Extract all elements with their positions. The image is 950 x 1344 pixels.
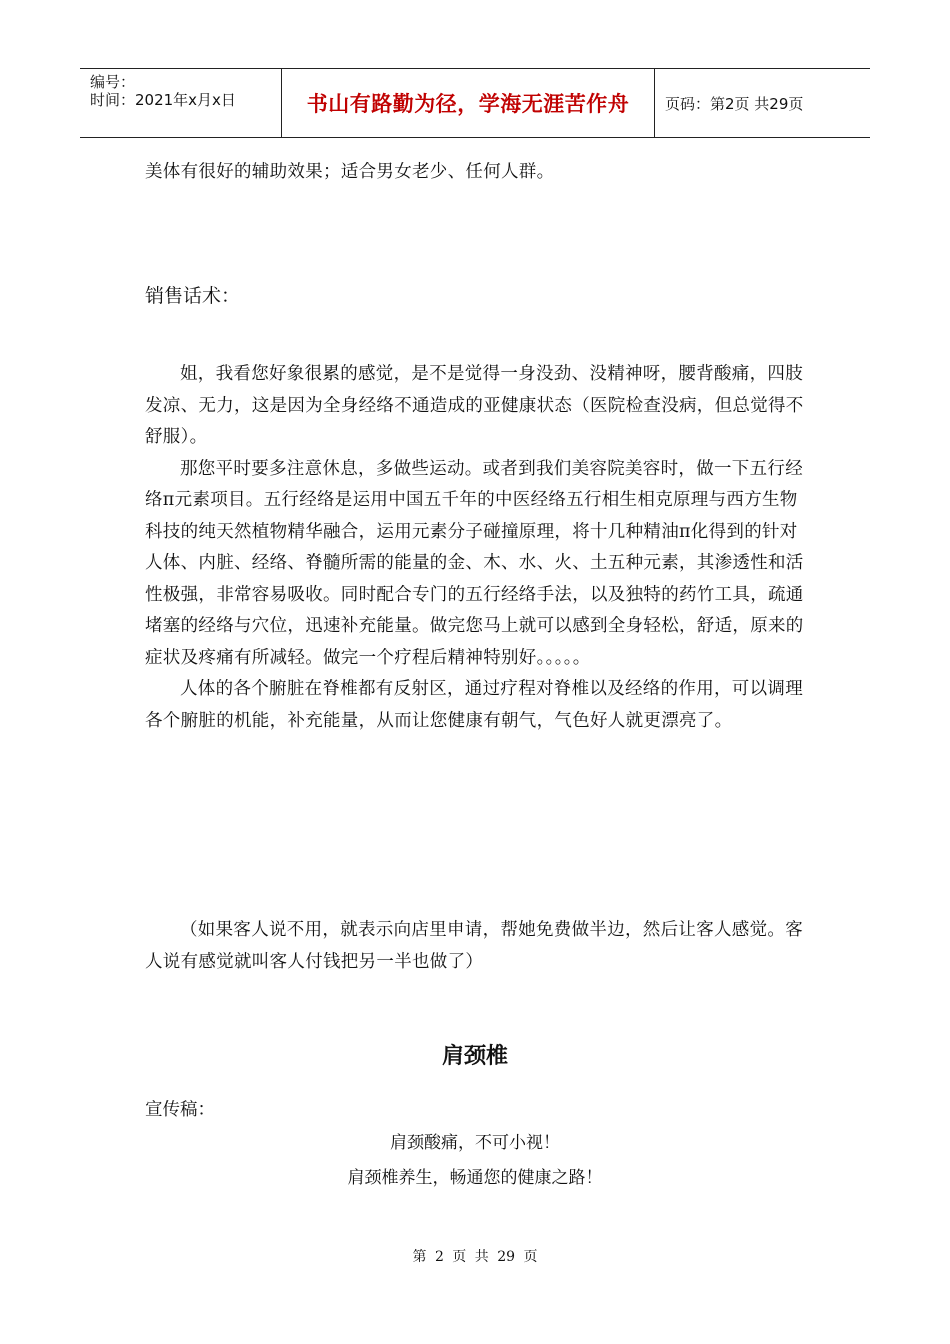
note-paragraph xyxy=(145,915,807,978)
promo-label: 宣传稿： xyxy=(145,1100,215,1120)
header-motto-cell xyxy=(282,69,655,137)
page-footer: 第 2 页 共 29 页 xyxy=(412,1249,538,1265)
section-heading-sales-script: 销售话术： xyxy=(145,285,241,307)
paragraph-1: 姐，我看您好象很累的感觉，是不是觉得一身没劲、没精神呀，腰背酸痛，四肢发凉、无力，这是因为全身经络不通造成的亚健康状态（医院检查没病，但总觉得不舒服）。 xyxy=(145,364,804,447)
header-motto: 书山有路勤为径，学海无涯苦作舟 xyxy=(306,92,630,116)
document-time-label: 时间：2021年x月x日 xyxy=(90,91,236,109)
sales-script-body xyxy=(145,359,807,737)
header-page-info: 页码：第2页 共29页 xyxy=(665,94,804,113)
paragraph-3: 人体的各个腑脏在脊椎都有反射区，通过疗程对脊椎以及经络的作用，可以调理各个腑脏的机能，补充能量，从而让您健康有朝气，气色好人就更漂亮了。 xyxy=(145,679,803,731)
note-text: （如果客人说不用，就表示向店里申请，帮她免费做半边，然后让客人感觉。客人说有感觉就叫客人付钱把另一半也做了） xyxy=(145,920,803,972)
header-meta-cell xyxy=(80,69,282,137)
paragraph-2: 那您平时要多注意休息，多做些运动。或者到我们美容院美容时，做一下五行经络π元素项目。五行经络是运用中国五千年的中医经络五行相生相克原理与西方生物科技的纯天然植物精华融合，运用元素分子碰撞原理，将十几种精油π化得到的针对人体、内脏、经络、脊髓所需的能量的金、木、水、火、土五种元素，其渗透性和活性极强，非常容易吸收。同时配合专门的五行经络手法，以及独特的药竹工具，疏通堵塞的经络与穴位，迅速补充能量。做完您马上就可以感到全身轻松，舒适，原来的症状及疼痛有所减轻。做完一个疗程后精神特别好。。。。。 xyxy=(145,458,804,668)
header-page-cell xyxy=(655,69,870,137)
document-number-label: 编号： xyxy=(90,73,136,91)
section-title: 肩颈椎 xyxy=(441,1044,508,1069)
page-header xyxy=(80,68,870,138)
intro-paragraph xyxy=(145,157,807,189)
slogan-1: 肩颈酸痛，不可小视！ xyxy=(390,1133,560,1153)
intro-line: 美体有很好的辅助效果；适合男女老少、任何人群。 xyxy=(145,162,555,182)
slogan-2: 肩颈椎养生，畅通您的健康之路！ xyxy=(347,1168,603,1188)
